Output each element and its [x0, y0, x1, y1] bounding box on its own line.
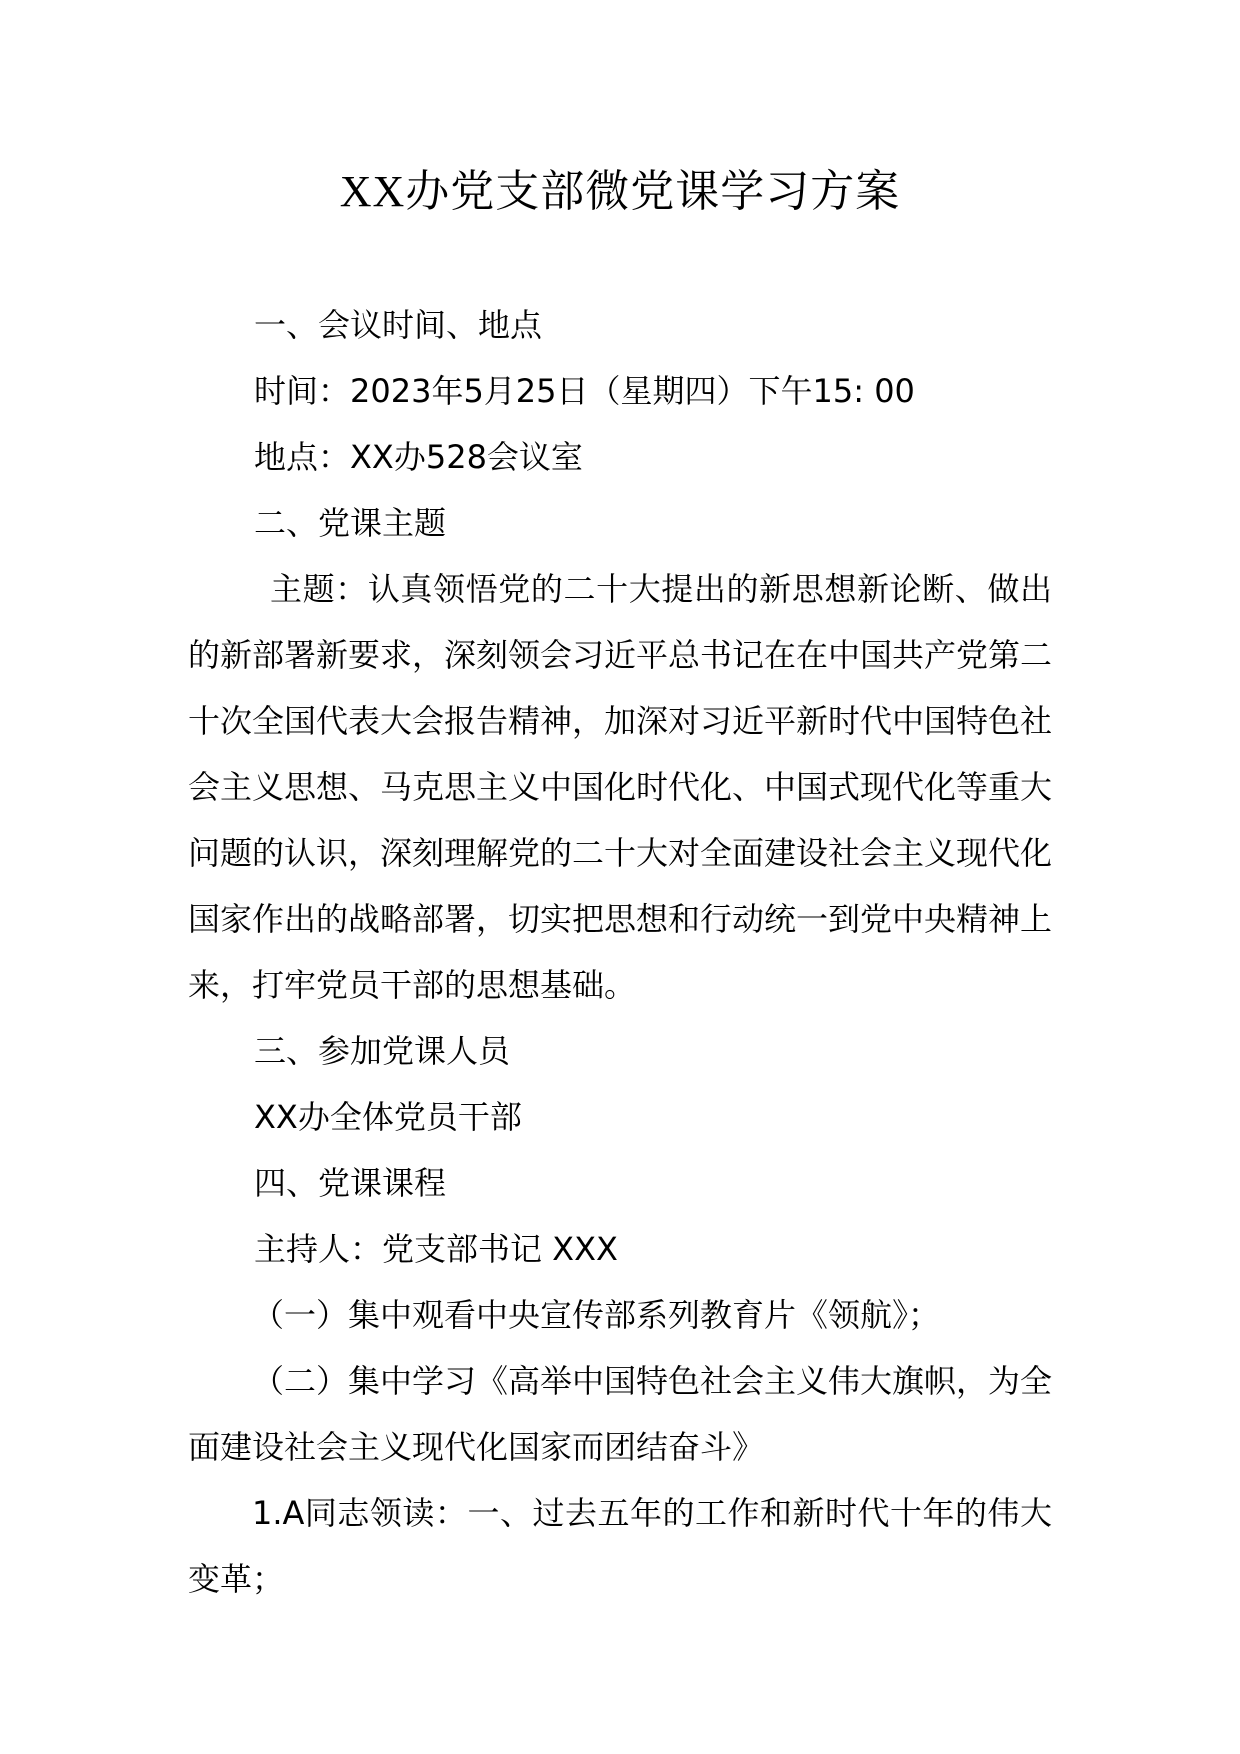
- meeting-place: 地点：XX办528会议室: [254, 438, 583, 476]
- section-heading-curriculum: 四、党课课程: [254, 1164, 447, 1202]
- document-title: XX办党支部微党课学习方案: [339, 167, 901, 216]
- section-heading-meeting-time-place: 一、会议时间、地点: [254, 306, 543, 344]
- host: 主持人：党支部书记 XXX: [254, 1230, 618, 1268]
- section-heading-theme: 二、党课主题: [254, 504, 447, 542]
- meeting-time: 时间：2023年5月25日（星期四）下午15: 00: [254, 372, 915, 410]
- section-heading-attendees: 三、参加党课人员: [254, 1032, 511, 1070]
- curriculum-item-2: （二）集中学习《高举中国特色社会主义伟大旗帜，为全面建设社会主义现代化国家而团结奋斗》: [188, 1362, 1053, 1466]
- curriculum-item-2-1: 1.A同志领读：一、过去五年的工作和新时代十年的伟大变革；: [188, 1494, 1052, 1598]
- document-body: [188, 292, 1052, 1612]
- attendees: XX办全体党员干部: [254, 1098, 522, 1136]
- theme-paragraph: 主题：认真领悟党的二十大提出的新思想新论断、做出的新部署新要求，深刻领会习近平总书记在在中国共产党第二十次全国代表大会报告精神，加深对习近平新时代中国特色社会主义思想、马克思主义中国化时代化、中国式现代化等重大问题的认识，深刻理解党的二十大对全面建设社会主义现代化国家作出的战略部署，切实把思想和行动统一到党中央精神上来，打牢党员干部的思想基础。: [188, 570, 1053, 1004]
- curriculum-item-1: （一）集中观看中央宣传部系列教育片《领航》；: [252, 1296, 941, 1334]
